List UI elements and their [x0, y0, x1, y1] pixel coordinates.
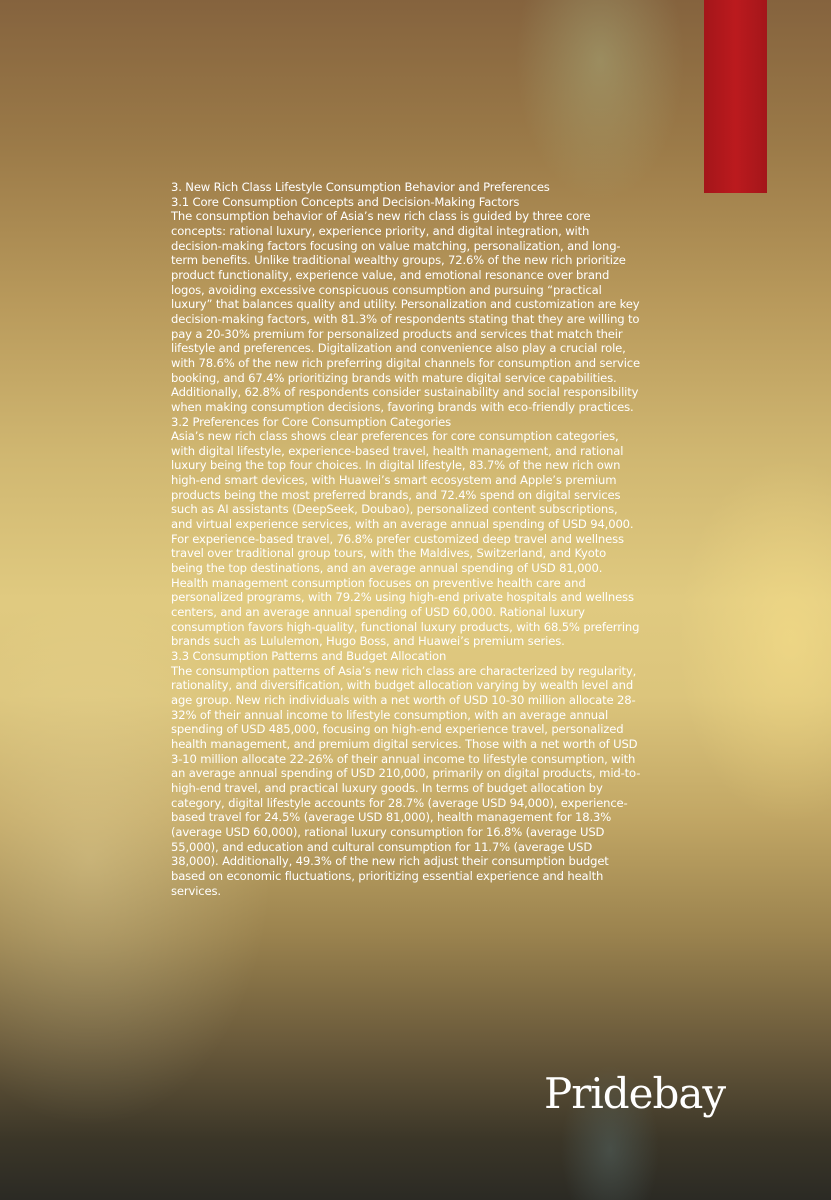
brand-logo: Pridebay: [544, 1069, 726, 1118]
article-body: [171, 180, 641, 898]
subsection-heading-3-2: 3.2 Preferences for Core Consumption Categories: [171, 414, 452, 429]
red-accent-tab: [704, 0, 767, 193]
subsection-heading-3-1: 3.1 Core Consumption Concepts and Decision-Making Factors: [171, 194, 520, 209]
subsection-body-3-2: Asia’s new rich class shows clear preferences for core consumption categories, with digital lifestyle, experience-based travel, health management, and rational luxury being the top four choices. In digital lifestyle, 83.7% of the new rich own high-end smart devices, with Huawei’s smart ecosystem and Apple’s premium products being the most preferred brands, and 72.4% spend on digital services such as AI assistants (DeepSeek, Doubao), personalized content subscriptions, and virtual experience services, with an average annual spending of USD 94,000. For experience-based travel, 76.8% prefer customized deep travel and wellness travel over traditional group tours, with the Maldives, Switzerland, and Kyoto being the top destinations, and an average annual spending of USD 81,000. Health management consumption focuses on preventive health care and personalized programs, with 79.2% using high-end private hospitals and wellness centers, and an average annual spending of USD 60,000. Rational luxury consumption favors high-quality, functional luxury products, with 68.5% preferring brands such as Lululemon, Hugo Boss, and Huawei’s premium series.: [171, 429, 640, 649]
subsection-heading-3-3: 3.3 Consumption Patterns and Budget Allocation: [171, 649, 447, 663]
subsection-body-3-1: The consumption behavior of Asia’s new rich class is guided by three core concepts: rational luxury, experience priority, and digital integration, with decision-making factors focusing on value matching, personalization, and long-term benefits. Unlike traditional wealthy groups, 72.6% of the new rich prioritize product functionality, experience value, and emotional resonance over brand logos, avoiding excessive conspicuous consumption and pursuing “practical luxury” that balances quality and utility. Personalization and customization are key decision-making factors, with 81.3% of respondents stating that they are willing to pay a 20-30% premium for personalized products and services that match their lifestyle and preferences. Digitalization and convenience also play a crucial role, with 78.6% of the new rich preferring digital channels for consumption and service booking, and 67.4% prioritizing brands with mature digital service capabilities. Additionally, 62.8% of respondents consider sustainability and social responsibility when making consumption decisions, favoring brands with eco-friendly practices.: [171, 209, 640, 414]
section-title: 3. New Rich Class Lifestyle Consumption Behavior and Preferences: [171, 180, 550, 194]
subsection-body-3-3: The consumption patterns of Asia’s new rich class are characterized by regularity, rationality, and diversification, with budget allocation varying by wealth level and age group. New rich individuals with a net worth of USD 10-30 million allocate 28-32% of their annual income to lifestyle consumption, with an average annual spending of USD 485,000, focusing on high-end experience travel, personalized health management, and premium digital services. Those with a net worth of USD 3-10 million allocate 22-26% of their annual income to lifestyle consumption, with an average annual spending of USD 210,000, primarily on digital products, mid-to-high-end travel, and practical luxury goods. In terms of budget allocation by category, digital lifestyle accounts for 28.7% (average USD 94,000), experience-based travel for 24.5% (average USD 81,000), health management for 18.3% (average USD 60,000), rational luxury consumption for 16.8% (average USD 55,000), and education and cultural consumption for 11.7% (average USD 38,000). Additionally, 49.3% of the new rich adjust their consumption budget based on economic fluctuations, prioritizing essential experience and health services.: [171, 663, 641, 898]
